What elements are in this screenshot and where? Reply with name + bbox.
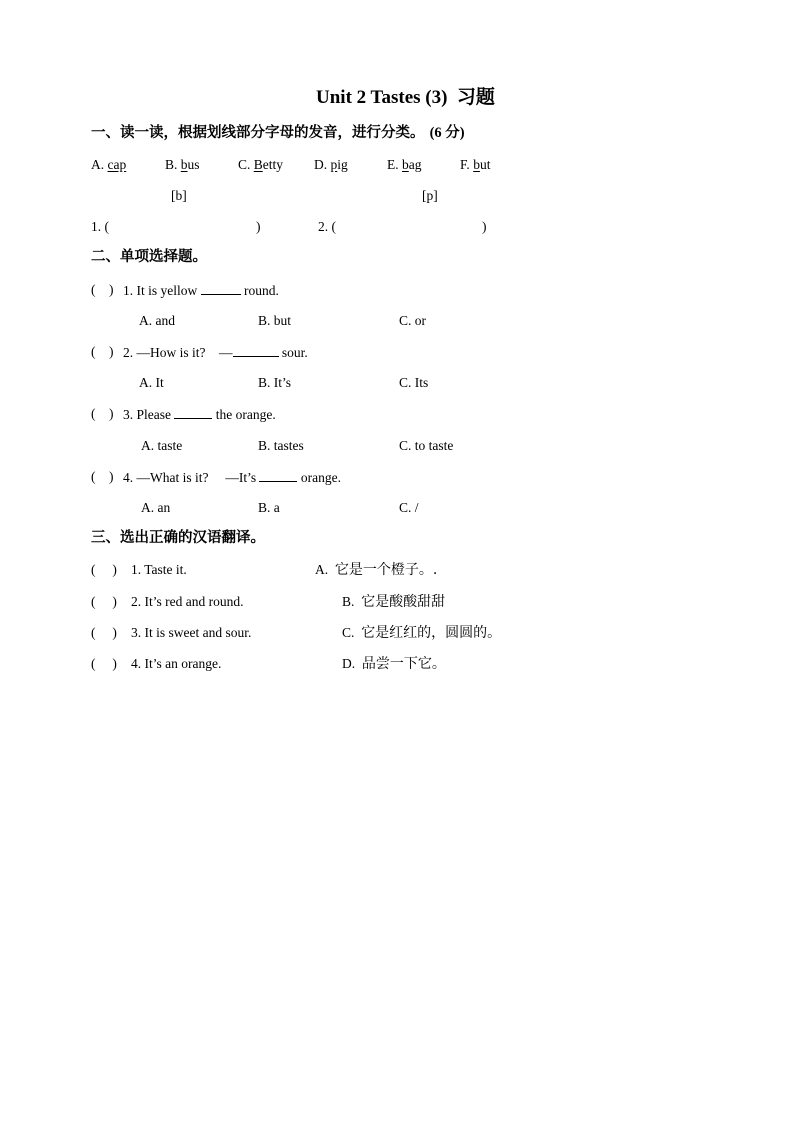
option-b: B. bus [165, 157, 200, 172]
q4-option-c: C. / [399, 500, 419, 515]
phonetic-p: [p] [422, 188, 438, 203]
q2-blank [233, 345, 279, 357]
q1-option-c: C. or [399, 313, 426, 328]
q4-option-a: A. an [141, 500, 171, 515]
match4-paren: ( ) [91, 656, 117, 671]
match2-chinese: B. 它是酸酸甜甜 [342, 594, 446, 610]
match1-paren: ( ) [91, 562, 117, 577]
q3-blank [174, 407, 212, 419]
option-d: D. pig [314, 157, 348, 172]
answer1-close: ) [256, 219, 261, 234]
q3-option-a: A. taste [141, 438, 183, 453]
section1-heading [91, 126, 465, 141]
match2-paren: ( ) [91, 594, 117, 609]
q2-option-b: B. It’s [258, 375, 292, 390]
q2-paren: ( ) [91, 344, 114, 359]
match1-english: 1. Taste it. [131, 562, 187, 577]
q2-stem: 2. —How is it? — sour. [123, 345, 308, 360]
match3-english: 3. It is sweet and sour. [131, 625, 252, 640]
match4-english: 4. It’s an orange. [131, 656, 222, 671]
q4-blank [259, 470, 297, 482]
q4-paren: ( ) [91, 469, 114, 484]
section3-heading: 三、选出正确的汉语翻译。 [91, 530, 265, 546]
q3-paren: ( ) [91, 406, 114, 421]
option-a: A. cap [91, 157, 127, 172]
q3-option-c: C. to taste [399, 438, 454, 453]
option-a-word: cap [107, 157, 127, 172]
q1-option-a: A. and [139, 313, 175, 328]
option-e: E. bag [387, 157, 422, 172]
section1-heading-text: 一、读一读，根据划线部分字母的发音，进行分类。 [91, 125, 425, 141]
match4-chinese: D. 品尝一下它。 [342, 656, 446, 672]
q1-blank [201, 283, 241, 295]
q1-stem: 1. It is yellow round. [123, 283, 279, 298]
q3-stem: 3. Please the orange. [123, 407, 276, 422]
section1-score: (6 分) [429, 125, 465, 141]
match3-paren: ( ) [91, 625, 117, 640]
q1-option-b: B. but [258, 313, 292, 328]
q3-option-b: B. tastes [258, 438, 304, 453]
option-c: C. Betty [238, 157, 284, 172]
match3-chinese: C. 它是红红的，圆圆的。 [342, 625, 502, 641]
phonetic-b: [b] [171, 188, 187, 203]
q4-option-b: B. a [258, 500, 280, 515]
match2-english: 2. It’s red and round. [131, 594, 244, 609]
q4-stem: 4. —What is it? —It’s orange. [123, 470, 341, 485]
q2-option-a: A. It [139, 375, 164, 390]
section2-heading: 二、单项选择题。 [91, 249, 207, 265]
answer2-open: 2. ( [318, 219, 336, 234]
q1-paren: ( ) [91, 282, 114, 297]
answer2-close: ) [482, 219, 487, 234]
q2-option-c: C. Its [399, 375, 429, 390]
answer1-open: 1. ( [91, 219, 109, 234]
match1-chinese: A. 它是一个橙子。. [315, 562, 438, 578]
option-f: F. but [460, 157, 491, 172]
page-title: Unit 2 Tastes (3) 习题 [316, 87, 495, 108]
